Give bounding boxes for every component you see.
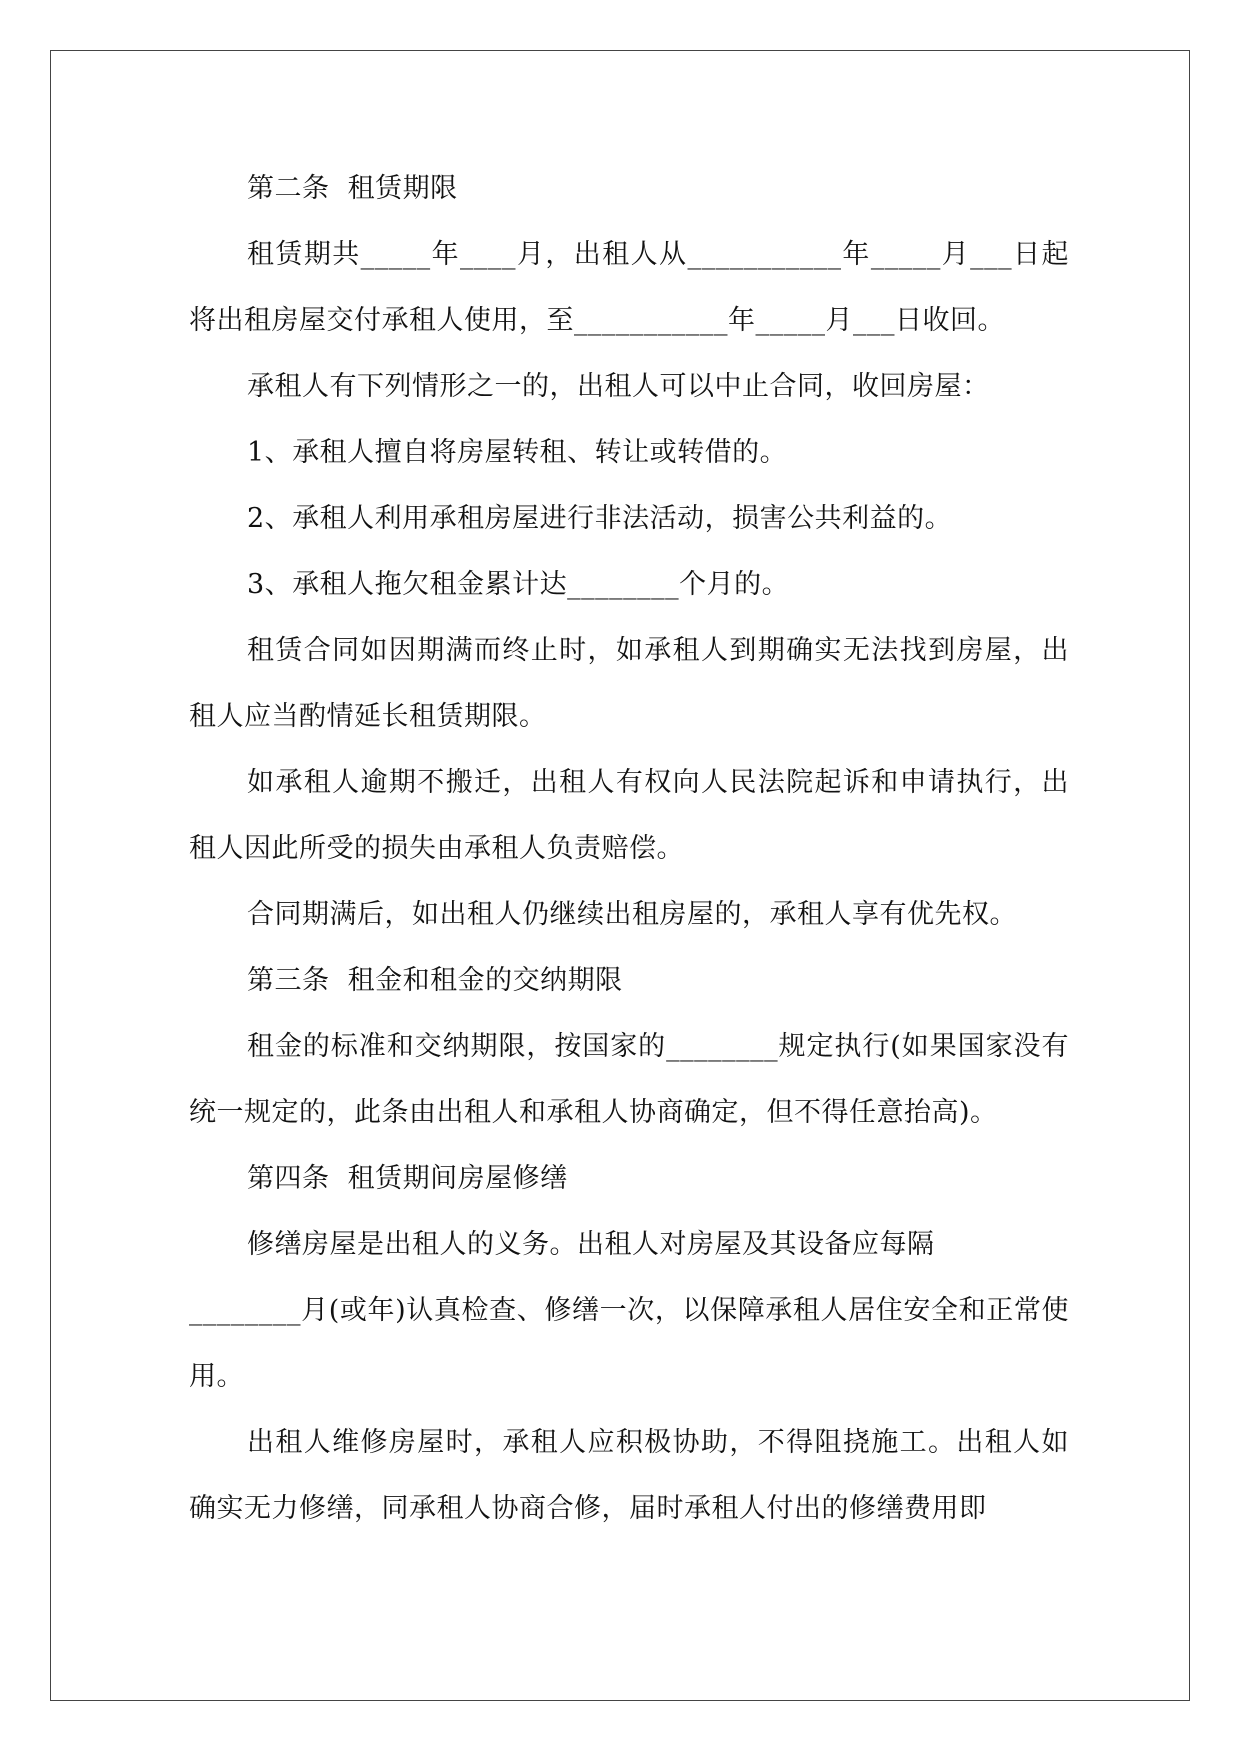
document-body [189,156,1069,1542]
article-2-heading: 第二条 租赁期限 [247,173,458,204]
condition-item-1: 1、承租人擅自将房屋转租、转让或转借的。 [247,437,788,468]
termination-conditions-intro: 承租人有下列情形之一的，出租人可以中止合同，收回房屋： [247,371,990,402]
priority-right-paragraph: 合同期满后，如出租人仍继续出租房屋的，承租人享有优先权。 [247,899,1017,930]
condition-item-3: 3、承租人拖欠租金累计达________个月的。 [247,569,790,600]
condition-item-2: 2、承租人利用承租房屋进行非法活动，损害公共利益的。 [247,503,953,534]
article-3-heading: 第三条 租金和租金的交纳期限 [247,965,623,996]
lease-extension-paragraph: 租赁合同如因期满而终止时，如承租人到期确实无法找到房屋，出租人应当酌情延长租赁期限。 [189,635,1069,732]
repair-interval-paragraph: ________月(或年)认真检查、修缮一次，以保障承租人居住安全和正常使用。 [189,1295,1069,1392]
lease-term-paragraph: 租赁期共_____年____月，出租人从___________年_____月___日起将出租房屋交付承租人使用，至___________年_____月___日收回。 [189,239,1069,336]
rent-standard-paragraph: 租金的标准和交纳期限，按国家的________规定执行(如果国家没有统一规定的，此条由出租人和承租人协商确定，但不得任意抬高)。 [189,1031,1069,1128]
overdue-move-out-paragraph: 如承租人逾期不搬迁，出租人有权向人民法院起诉和申请执行，出租人因此所受的损失由承租人负责赔偿。 [189,767,1069,864]
repair-duty-paragraph: 修缮房屋是出租人的义务。出租人对房屋及其设备应每隔 [247,1229,935,1260]
article-4-heading: 第四条 租赁期间房屋修缮 [247,1163,568,1194]
repair-cooperation-paragraph: 出租人维修房屋时，承租人应积极协助，不得阻挠施工。出租人如确实无力修缮，同承租人协商合修，届时承租人付出的修缮费用即 [189,1427,1069,1524]
